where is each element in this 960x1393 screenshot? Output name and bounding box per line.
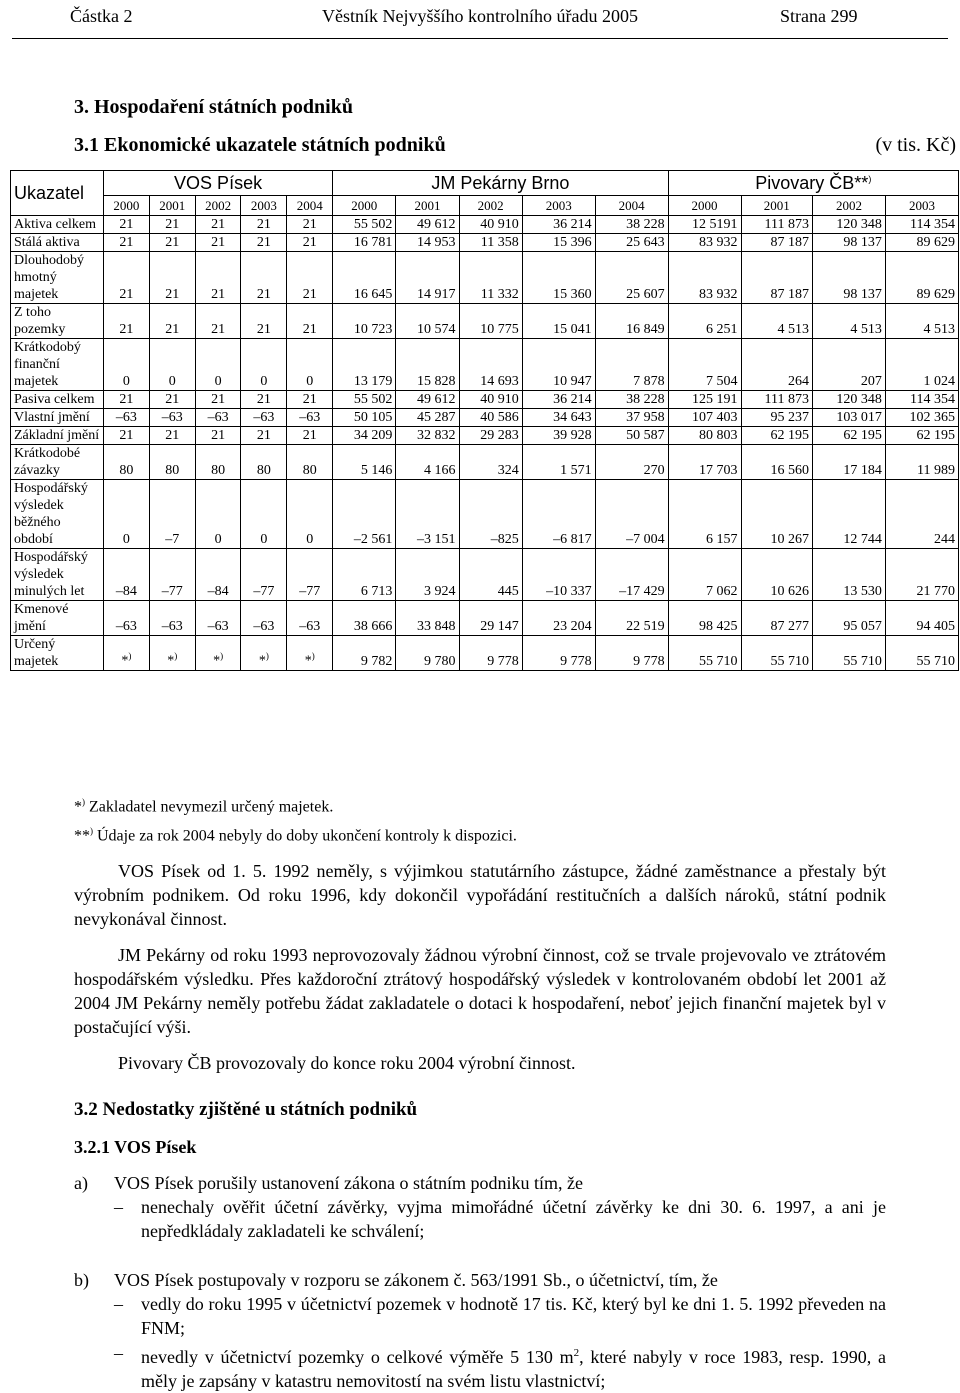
year-header: 2000 xyxy=(668,196,741,216)
table-cell: 10 626 xyxy=(741,549,812,601)
year-header: 2002 xyxy=(813,196,886,216)
table-cell: 14 953 xyxy=(396,234,459,252)
table-cell: 21 xyxy=(287,252,333,304)
table-cell: 21 xyxy=(149,304,195,339)
table-cell: 15 360 xyxy=(522,252,595,304)
table-cell: 21 xyxy=(241,252,287,304)
year-header: 2002 xyxy=(195,196,241,216)
table-cell: –63 xyxy=(241,409,287,427)
table-cell: 120 348 xyxy=(813,216,886,234)
table-cell: 9 782 xyxy=(333,636,396,671)
year-header: 2003 xyxy=(885,196,958,216)
table-cell: 17 184 xyxy=(813,445,886,480)
table-cell: 103 017 xyxy=(813,409,886,427)
table-cell: 111 873 xyxy=(741,391,812,409)
entity-header-pivovary-cb xyxy=(668,171,958,196)
table-row xyxy=(11,636,959,671)
table-cell: –825 xyxy=(459,480,522,549)
table-cell: 14 693 xyxy=(459,339,522,391)
row-label: Pasiva celkem xyxy=(11,391,104,409)
table-row xyxy=(11,601,959,636)
table-cell: –7 004 xyxy=(595,480,668,549)
row-label: Aktiva celkem xyxy=(11,216,104,234)
table-cell: 21 xyxy=(104,234,150,252)
table-cell: 7 878 xyxy=(595,339,668,391)
table-cell: 80 xyxy=(287,445,333,480)
table-cell: 25 643 xyxy=(595,234,668,252)
table-cell: 21 xyxy=(287,304,333,339)
table-cell: 125 191 xyxy=(668,391,741,409)
table-cell: 62 195 xyxy=(885,427,958,445)
table-cell: 6 251 xyxy=(668,304,741,339)
table-cell: 9 778 xyxy=(522,636,595,671)
table-cell: 21 xyxy=(104,252,150,304)
table-cell: 21 xyxy=(149,234,195,252)
table-cell: –6 817 xyxy=(522,480,595,549)
table-cell: 324 xyxy=(459,445,522,480)
year-header-row xyxy=(11,196,959,216)
table-cell: *) xyxy=(104,636,150,671)
section-title: 3. Hospodaření státních podniků xyxy=(74,96,353,118)
table-cell: 80 xyxy=(241,445,287,480)
table-row xyxy=(11,445,959,480)
table-cell: 21 xyxy=(149,427,195,445)
table-row xyxy=(11,427,959,445)
table-cell: 9 778 xyxy=(459,636,522,671)
table-cell: –63 xyxy=(149,409,195,427)
row-label: Krátkodobý finanční majetek xyxy=(11,339,104,391)
table-cell: *) xyxy=(195,636,241,671)
year-header: 2003 xyxy=(522,196,595,216)
header-issue: Částka 2 xyxy=(70,6,133,26)
row-label: Základní jmění xyxy=(11,427,104,445)
table-cell: –84 xyxy=(104,549,150,601)
table-cell: 15 396 xyxy=(522,234,595,252)
table-cell: 21 xyxy=(195,304,241,339)
table-cell: 45 287 xyxy=(396,409,459,427)
table-cell: 16 560 xyxy=(741,445,812,480)
row-label: Vlastní jmění xyxy=(11,409,104,427)
table-cell: 6 157 xyxy=(668,480,741,549)
table-cell: –3 151 xyxy=(396,480,459,549)
list-marker: a) xyxy=(74,1173,88,1193)
footnote-mark: * xyxy=(74,798,82,816)
table-cell: 87 187 xyxy=(741,234,812,252)
table-cell: 55 502 xyxy=(333,216,396,234)
table-cell: 111 873 xyxy=(741,216,812,234)
table-cell: 21 xyxy=(149,391,195,409)
table-cell: 62 195 xyxy=(813,427,886,445)
table-cell: 16 849 xyxy=(595,304,668,339)
table-cell: 80 xyxy=(149,445,195,480)
table-cell: 98 137 xyxy=(813,234,886,252)
table-row xyxy=(11,252,959,304)
table-cell: 21 xyxy=(104,427,150,445)
table-cell: 0 xyxy=(104,480,150,549)
footnotes xyxy=(74,790,517,849)
table-cell: 5 146 xyxy=(333,445,396,480)
entity-name: Pivovary ČB** xyxy=(755,172,869,193)
table-cell: 0 xyxy=(241,339,287,391)
table-cell: –63 xyxy=(149,601,195,636)
table-cell: 21 xyxy=(241,391,287,409)
list-item-text: VOS Písek porušily ustanovení zákona o státním podniku tím, že xyxy=(114,1173,583,1193)
entity-header-vos-pisek: VOS Písek xyxy=(104,171,333,196)
table-corner-header: Ukazatel xyxy=(11,171,104,216)
year-header: 2000 xyxy=(333,196,396,216)
table-cell: 98 137 xyxy=(813,252,886,304)
footnote-mark: ) xyxy=(868,173,872,184)
table-cell: 15 041 xyxy=(522,304,595,339)
table-cell: 11 989 xyxy=(885,445,958,480)
table-cell: 38 228 xyxy=(595,216,668,234)
table-cell: 6 713 xyxy=(333,549,396,601)
header-publication: Věstník Nejvyššího kontrolního úřadu 2005 xyxy=(322,6,638,26)
table-cell: 7 504 xyxy=(668,339,741,391)
table-cell: 21 770 xyxy=(885,549,958,601)
dash-item xyxy=(114,1292,886,1340)
table-cell: 0 xyxy=(195,480,241,549)
table-cell: 9 778 xyxy=(595,636,668,671)
table-cell: 14 917 xyxy=(396,252,459,304)
table-cell: 87 277 xyxy=(741,601,812,636)
table-cell: 21 xyxy=(149,216,195,234)
list-item-text: VOS Písek postupovaly v rozporu se zákonem č. 563/1991 Sb., o účetnictví, tím, že xyxy=(114,1270,718,1290)
row-label: Určený majetek xyxy=(11,636,104,671)
table-cell: 21 xyxy=(287,234,333,252)
table-cell: 0 xyxy=(195,339,241,391)
year-header: 2002 xyxy=(459,196,522,216)
table-cell: –63 xyxy=(195,601,241,636)
footnote-sup: ) xyxy=(90,826,93,837)
table-cell: 12 5191 xyxy=(668,216,741,234)
table-cell: 80 803 xyxy=(668,427,741,445)
row-label: Kmenové jmění xyxy=(11,601,104,636)
table-cell: 4 513 xyxy=(885,304,958,339)
table-cell: 0 xyxy=(149,339,195,391)
table-cell: 89 629 xyxy=(885,252,958,304)
table-cell: 49 612 xyxy=(396,391,459,409)
unit-label: (v tis. Kč) xyxy=(875,134,956,156)
year-header: 2004 xyxy=(595,196,668,216)
table-cell: 21 xyxy=(149,252,195,304)
table-cell: –63 xyxy=(287,409,333,427)
table-cell: 21 xyxy=(241,427,287,445)
table-cell: 10 775 xyxy=(459,304,522,339)
table-cell: 244 xyxy=(885,480,958,549)
table-cell: –7 xyxy=(149,480,195,549)
table-cell: 55 710 xyxy=(668,636,741,671)
table-cell: 34 643 xyxy=(522,409,595,427)
footnote-mark: ** xyxy=(74,827,90,845)
row-label: Dlouhodobý hmotný majetek xyxy=(11,252,104,304)
table-cell: 1 571 xyxy=(522,445,595,480)
entity-header-jm-pekarny: JM Pekárny Brno xyxy=(333,171,668,196)
year-header: 2000 xyxy=(104,196,150,216)
table-cell: 80 xyxy=(195,445,241,480)
table-cell: 34 209 xyxy=(333,427,396,445)
dash-item xyxy=(114,1195,886,1243)
table-cell: 55 710 xyxy=(741,636,812,671)
table-cell: 114 354 xyxy=(885,391,958,409)
table-cell: 16 645 xyxy=(333,252,396,304)
table-row xyxy=(11,391,959,409)
row-label: Z toho pozemky xyxy=(11,304,104,339)
table-cell: –10 337 xyxy=(522,549,595,601)
table-cell: 21 xyxy=(195,234,241,252)
footnote-text: Údaje za rok 2004 nebyly do doby ukončení kontroly k dispozici. xyxy=(93,827,517,845)
table-cell: 89 629 xyxy=(885,234,958,252)
table-cell: 49 612 xyxy=(396,216,459,234)
dash-marker: – xyxy=(114,1197,123,1217)
table-cell: 40 910 xyxy=(459,391,522,409)
row-label: Stálá aktiva xyxy=(11,234,104,252)
table-cell: 36 214 xyxy=(522,216,595,234)
table-cell: 445 xyxy=(459,549,522,601)
table-cell: 120 348 xyxy=(813,391,886,409)
table-cell: 22 519 xyxy=(595,601,668,636)
table-cell: 21 xyxy=(287,427,333,445)
table-cell: 95 057 xyxy=(813,601,886,636)
table-cell: 21 xyxy=(241,216,287,234)
table-cell: –77 xyxy=(149,549,195,601)
table-cell: 40 910 xyxy=(459,216,522,234)
table-cell: 21 xyxy=(195,216,241,234)
table-cell: 4 513 xyxy=(741,304,812,339)
table-cell: 38 228 xyxy=(595,391,668,409)
table-cell: 37 958 xyxy=(595,409,668,427)
table-cell: 10 267 xyxy=(741,480,812,549)
row-label: Krátkodobé závazky xyxy=(11,445,104,480)
list-item-b xyxy=(74,1268,886,1292)
table-cell: 83 932 xyxy=(668,234,741,252)
footnote-text: Zakladatel nevymezil určený majetek. xyxy=(85,798,334,816)
table-cell: 21 xyxy=(195,252,241,304)
table-cell: 1 024 xyxy=(885,339,958,391)
table-cell: 21 xyxy=(241,304,287,339)
table-cell: 4 513 xyxy=(813,304,886,339)
table-cell: –84 xyxy=(195,549,241,601)
table-cell: 21 xyxy=(287,391,333,409)
table-cell: 33 848 xyxy=(396,601,459,636)
page-header xyxy=(12,2,948,39)
table-cell: –2 561 xyxy=(333,480,396,549)
table-row xyxy=(11,216,959,234)
table-cell: 29 283 xyxy=(459,427,522,445)
table-cell: 9 780 xyxy=(396,636,459,671)
table-cell: 23 204 xyxy=(522,601,595,636)
table-cell: 62 195 xyxy=(741,427,812,445)
table-cell: 4 166 xyxy=(396,445,459,480)
list-item-a xyxy=(74,1171,886,1195)
table-cell: 10 574 xyxy=(396,304,459,339)
table-cell: 13 530 xyxy=(813,549,886,601)
table-cell: 80 xyxy=(104,445,150,480)
paragraph-vos-pisek: VOS Písek od 1. 5. 1992 neměly, s výjimkou statutárního zástupce, žádné zaměstnance a přestaly být výrobním podnikem. Od roku 1996, kdy dokončil vypořádání restitučních a dalších nároků, státní podnik nevykonával činnost. xyxy=(74,861,886,929)
table-row xyxy=(11,549,959,601)
section2-subtitle: 3.2.1 VOS Písek xyxy=(74,1137,197,1157)
row-label: Hospodářský výsledek běžného období xyxy=(11,480,104,549)
table-row xyxy=(11,480,959,549)
subsection-title: 3.1 Ekonomické ukazatele státních podniků xyxy=(74,134,446,156)
table-cell: 15 828 xyxy=(396,339,459,391)
table-cell: 3 924 xyxy=(396,549,459,601)
table-cell: 87 187 xyxy=(741,252,812,304)
year-header: 2001 xyxy=(396,196,459,216)
year-header: 2001 xyxy=(149,196,195,216)
year-header: 2001 xyxy=(741,196,812,216)
table-cell: 21 xyxy=(104,391,150,409)
dash-marker: – xyxy=(114,1343,123,1363)
table-cell: –63 xyxy=(195,409,241,427)
table-cell: 55 710 xyxy=(813,636,886,671)
table-cell: –63 xyxy=(104,601,150,636)
dash-text: vedly do roku 1995 v účetnictví pozemek v hodnotě 17 tis. Kč, který byl ke dni 1. 5. 1992 převeden na FNM; xyxy=(141,1294,886,1338)
paragraph-jm-pekarny: JM Pekárny od roku 1993 neprovozovaly žádnou výrobní činnost, což se trvale projevovalo ve ztrátovém hospodářském výsledku. Přes každoroční ztrátový hospodářský výsledek v kontrolovaném období let 2001 až 2004 JM Pekárny neměly potřebu žádat zakladatele o dotaci k hospodaření, neboť jejich finanční majetek byl v postačující výši. xyxy=(74,945,886,1037)
table-body xyxy=(11,216,959,671)
table-cell: 25 607 xyxy=(595,252,668,304)
table-cell: 114 354 xyxy=(885,216,958,234)
table-cell: –77 xyxy=(287,549,333,601)
table-cell: 83 932 xyxy=(668,252,741,304)
table-cell: 38 666 xyxy=(333,601,396,636)
list-marker: b) xyxy=(74,1270,89,1290)
table-cell: 21 xyxy=(241,234,287,252)
table-cell: 10 723 xyxy=(333,304,396,339)
footnote-2 xyxy=(74,819,517,848)
row-label: Hospodářský výsledek minulých let xyxy=(11,549,104,601)
table-cell: 50 105 xyxy=(333,409,396,427)
table-row xyxy=(11,339,959,391)
table-cell: 270 xyxy=(595,445,668,480)
table-cell: 21 xyxy=(195,391,241,409)
table-cell: 16 781 xyxy=(333,234,396,252)
dash-text: nevedly v účetnictví pozemky o celkové výměře 5 130 $m^2$, které nabyly v roce 1983, resp. 1990, a měly je zapsány v katastru nemovitostí na svém listu vlastnictví; xyxy=(141,1347,887,1391)
table-cell: 32 832 xyxy=(396,427,459,445)
table-cell: 0 xyxy=(241,480,287,549)
indicators-table xyxy=(10,170,959,671)
footnote-sup: ) xyxy=(82,797,85,807)
table-cell: 98 425 xyxy=(668,601,741,636)
table-cell: 36 214 xyxy=(522,391,595,409)
table-cell: 0 xyxy=(287,480,333,549)
table-cell: 39 928 xyxy=(522,427,595,445)
paragraph-pivovary: Pivovary ČB provozovaly do konce roku 2004 výrobní činnost. xyxy=(118,1053,576,1073)
table-cell: *) xyxy=(241,636,287,671)
table-cell: 21 xyxy=(104,304,150,339)
dash-text: nenechaly ověřit účetní závěrky, vyjma mimořádné účetní závěrky ke dni 30. 6. 1997, a ani je nepředkládaly zakladateli ke schválení; xyxy=(141,1197,886,1241)
table-cell: 12 744 xyxy=(813,480,886,549)
table-cell: 50 587 xyxy=(595,427,668,445)
table-cell: –17 429 xyxy=(595,549,668,601)
table-cell: 17 703 xyxy=(668,445,741,480)
table-cell: –63 xyxy=(241,601,287,636)
table-row xyxy=(11,304,959,339)
table-row xyxy=(11,234,959,252)
table-cell: –63 xyxy=(287,601,333,636)
table-cell: 29 147 xyxy=(459,601,522,636)
table-cell: 107 403 xyxy=(668,409,741,427)
table-cell: 40 586 xyxy=(459,409,522,427)
table-cell: 0 xyxy=(287,339,333,391)
table-cell: 0 xyxy=(104,339,150,391)
table-cell: 10 947 xyxy=(522,339,595,391)
dash-item xyxy=(114,1341,886,1393)
table-cell: *) xyxy=(287,636,333,671)
table-cell: 11 332 xyxy=(459,252,522,304)
table-cell: 55 502 xyxy=(333,391,396,409)
table-cell: 13 179 xyxy=(333,339,396,391)
table-cell: 21 xyxy=(287,216,333,234)
table-cell: 55 710 xyxy=(885,636,958,671)
year-header: 2003 xyxy=(241,196,287,216)
section2-title: 3.2 Nedostatky zjištěné u státních podniků xyxy=(74,1099,418,1120)
table-cell: 207 xyxy=(813,339,886,391)
table-cell: –77 xyxy=(241,549,287,601)
table-cell: 95 237 xyxy=(741,409,812,427)
table-cell: 11 358 xyxy=(459,234,522,252)
table-cell: –63 xyxy=(104,409,150,427)
table-cell: 94 405 xyxy=(885,601,958,636)
table-cell: 7 062 xyxy=(668,549,741,601)
table-cell: 264 xyxy=(741,339,812,391)
year-header: 2004 xyxy=(287,196,333,216)
header-page: Strana 299 xyxy=(780,6,858,26)
table-cell: *) xyxy=(149,636,195,671)
table-cell: 102 365 xyxy=(885,409,958,427)
table-row xyxy=(11,409,959,427)
table-cell: 21 xyxy=(195,427,241,445)
footnote-1 xyxy=(74,790,517,819)
table-cell: 21 xyxy=(104,216,150,234)
dash-marker: – xyxy=(114,1294,123,1314)
